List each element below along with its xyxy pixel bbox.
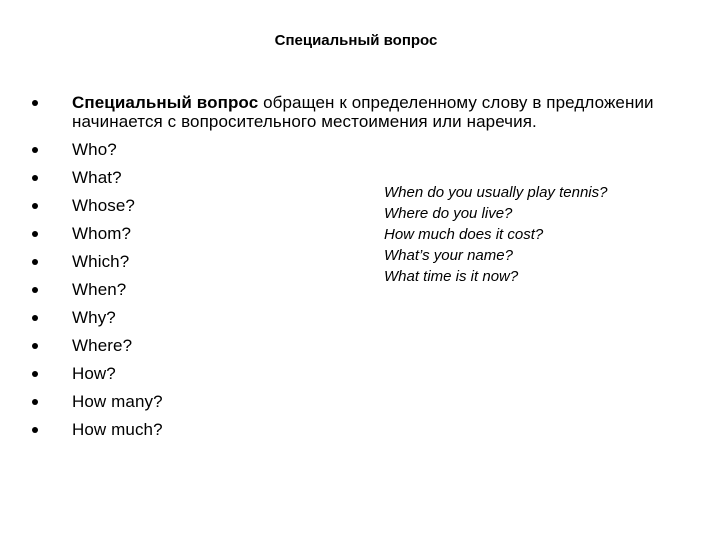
bullet-question-word xyxy=(32,392,672,411)
bullet-dot xyxy=(32,315,38,321)
bullet-dot xyxy=(32,287,38,293)
bullet-dot xyxy=(32,100,38,106)
bullet-dot xyxy=(32,175,38,181)
question-word: How much? xyxy=(72,420,163,439)
example-question: What time is it now? xyxy=(384,268,519,285)
example-question: How much does it cost? xyxy=(384,226,544,243)
bullet-intro xyxy=(32,93,672,131)
question-word: Which? xyxy=(72,252,130,271)
question-word: How many? xyxy=(72,392,163,411)
intro-term: Специальный вопрос xyxy=(72,93,259,112)
example-questions xyxy=(384,182,704,287)
bullet-dot xyxy=(32,399,38,405)
bullet-dot xyxy=(32,371,38,377)
example-question: What’s your name? xyxy=(384,247,513,264)
intro-definition: обращен к определенному слову в предложении начинается с вопросительного местоимения или наречия. xyxy=(72,93,654,131)
question-word: Whose? xyxy=(72,196,135,215)
question-word: Where? xyxy=(72,336,133,355)
bullet-question-word xyxy=(32,308,672,327)
bullet-question-word xyxy=(32,364,672,383)
question-word: Who? xyxy=(72,140,117,159)
bullet-question-word xyxy=(32,140,672,159)
example-question: Where do you live? xyxy=(384,205,513,222)
question-word: Why? xyxy=(72,308,116,327)
bullet-dot xyxy=(32,147,38,153)
bullet-question-word xyxy=(32,420,672,439)
question-word: What? xyxy=(72,168,122,187)
question-word: Whom? xyxy=(72,224,132,243)
bullet-dot xyxy=(32,427,38,433)
bullet-question-word xyxy=(32,336,672,355)
bullet-dot xyxy=(32,343,38,349)
question-word: When? xyxy=(72,280,127,299)
bullet-dot xyxy=(32,259,38,265)
question-word: How? xyxy=(72,364,116,383)
example-question: When do you usually play tennis? xyxy=(384,184,608,201)
slide-title: Специальный вопрос xyxy=(274,32,438,49)
bullet-dot xyxy=(32,231,38,237)
bullet-dot xyxy=(32,203,38,209)
